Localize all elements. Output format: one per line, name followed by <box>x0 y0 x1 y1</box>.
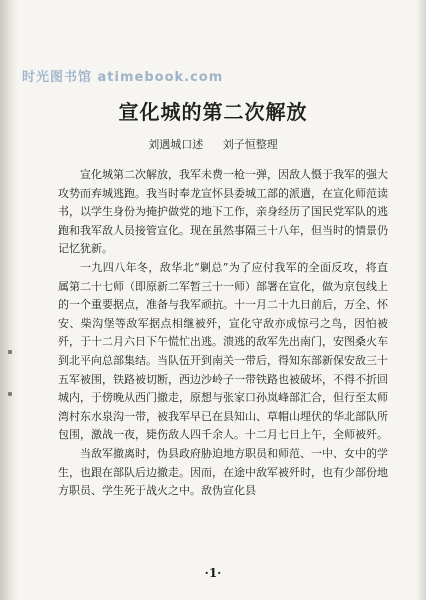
scan-shadow-left <box>0 0 18 600</box>
page-title: 宣化城的第二次解放 <box>118 100 308 124</box>
scan-shadow-right <box>416 0 426 600</box>
byline-editor: 刘子恒整理 <box>222 138 278 151</box>
byline <box>0 136 426 152</box>
page-number: ·1· <box>204 566 222 580</box>
paragraph: 一九四八年冬，敌华北“剿总”为了应付我军的全面反攻，将直属第二十七师（即原新二军暂三十一师）部署在宣化，做为京包线上的一个重要据点，准备与我军顽抗。十一月二十九日前后，万全、怀安、柴沟堡等敌军据点相继被歼，宣化守敌亦成惊弓之鸟，因怕被歼，于十二月六日下午慌忙出逃。溃逃的敌军先出南门，安图桑火车到北平向总部集结。当队伍开到南关一带后，得知东部新保安敌三十五军被围，铁路被切断，西边沙岭子一带铁路也被破坏，不得不折回城内，于傍晚从西门撤走，原想与张家口孙岚峰部汇合，但行至太师湾村东水泉沟一带，被我军早已在县知山、草帽山埋伏的华北部队所包围，激战一夜，毙伤敌人四千余人。十二月七日上午，全师被歼。 <box>58 260 388 442</box>
margin-speck <box>8 350 12 354</box>
byline-narrator: 刘遇城口述 <box>148 138 204 151</box>
watermark: 时光图书馆 atimebook.com <box>22 70 224 85</box>
margin-speck <box>8 392 12 396</box>
paragraph: 当敌军撤离时，伪县政府胁迫地方职员和师范、一中、女中的学生，也跟在部队后边撤走。因而，在途中敌军被歼时，也有少部份地方职员、学生死于战火之中。敌伪宣化县 <box>58 446 388 498</box>
article-body <box>58 166 388 501</box>
paragraph: 宣化城第二次解放，我军未费一枪一弹，因敌人慑于我军的强大攻势而弃城逃跑。我当时奉龙宣怀县委城工部的派遣，在宣化师范读书，以学生身份为掩护做党的地下工作，亲身经历了国民党军队的逃跑和我军敌人员接管宣化。现在虽然事隔三十八年，但当时的情景仍记忆犹新。 <box>58 168 388 256</box>
